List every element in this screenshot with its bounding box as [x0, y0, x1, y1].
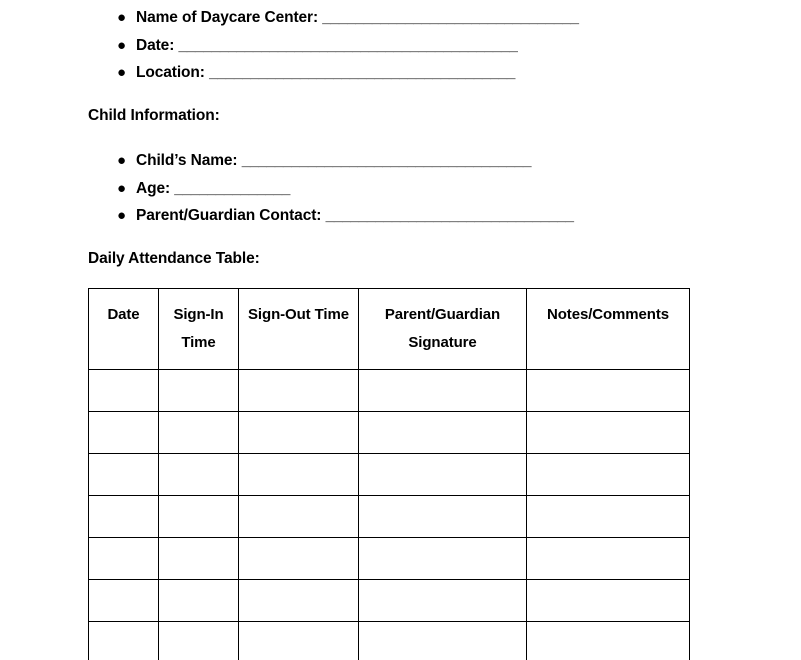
table-cell[interactable]: [89, 370, 159, 412]
table-cell[interactable]: [159, 580, 239, 622]
child-information-heading: Child Information:: [88, 107, 220, 124]
child-info-field-label: Child’s Name: ___________________________________: [136, 152, 532, 169]
table-cell[interactable]: [89, 454, 159, 496]
table-cell[interactable]: [527, 412, 690, 454]
table-row: [89, 412, 690, 454]
table-cell[interactable]: [159, 538, 239, 580]
attendance-table: [88, 288, 690, 660]
table-cell[interactable]: [359, 496, 527, 538]
table-row: [89, 538, 690, 580]
table-column-header: Date: [89, 289, 159, 370]
table-column-header: Notes/Comments: [527, 289, 690, 370]
table-cell[interactable]: [159, 454, 239, 496]
table-cell[interactable]: [239, 580, 359, 622]
child-info-field-blank-line[interactable]: ___________________________________: [241, 152, 532, 169]
table-cell[interactable]: [239, 496, 359, 538]
child-info-field-blank-line[interactable]: ______________: [174, 179, 291, 197]
table-cell[interactable]: [159, 622, 239, 660]
table-cell[interactable]: [527, 496, 690, 538]
table-cell[interactable]: [359, 454, 527, 496]
table-cell[interactable]: [239, 538, 359, 580]
table-header-row: [89, 289, 690, 370]
table-cell[interactable]: [239, 622, 359, 660]
center-info-field-blank-line[interactable]: _______________________________: [322, 9, 579, 26]
table-cell[interactable]: [239, 454, 359, 496]
table-cell[interactable]: [359, 538, 527, 580]
child-info-field-blank-line[interactable]: ______________________________: [325, 207, 574, 224]
table-cell[interactable]: [89, 538, 159, 580]
bullet-point-icon: ●: [117, 179, 127, 197]
table-cell[interactable]: [89, 412, 159, 454]
child-info-field-label: Age: ______________: [136, 179, 291, 197]
table-row: [89, 496, 690, 538]
table-cell[interactable]: [527, 622, 690, 660]
table-cell[interactable]: [359, 412, 527, 454]
table-cell[interactable]: [527, 454, 690, 496]
center-info-field-blank-line[interactable]: _____________________________________: [209, 64, 516, 81]
table-cell[interactable]: [359, 622, 527, 660]
table-row: [89, 370, 690, 412]
table-row: [89, 580, 690, 622]
table-cell[interactable]: [527, 370, 690, 412]
table-column-header: Sign-Out Time: [239, 289, 359, 370]
table-cell[interactable]: [159, 370, 239, 412]
table-cell[interactable]: [159, 412, 239, 454]
table-cell[interactable]: [359, 580, 527, 622]
table-cell[interactable]: [527, 538, 690, 580]
table-cell[interactable]: [359, 370, 527, 412]
table-row: [89, 454, 690, 496]
table-column-header: Parent/Guardian Signature: [359, 289, 527, 370]
table-cell[interactable]: [239, 370, 359, 412]
center-info-field-label: Location: _____________________________________: [136, 64, 516, 81]
table-cell[interactable]: [239, 412, 359, 454]
attendance-table-heading: Daily Attendance Table:: [88, 250, 260, 267]
table-row: [89, 622, 690, 660]
table-cell[interactable]: [527, 580, 690, 622]
bullet-point-icon: ●: [117, 152, 127, 169]
center-info-field-label: Name of Daycare Center: _______________________________: [136, 9, 579, 26]
bullet-point-icon: ●: [117, 64, 127, 81]
table-column-header: Sign-In Time: [159, 289, 239, 370]
bullet-point-icon: ●: [117, 207, 127, 224]
center-info-field-label: Date: _________________________________________: [136, 36, 518, 54]
bullet-point-icon: ●: [117, 9, 127, 26]
center-info-field-blank-line[interactable]: _________________________________________: [178, 36, 518, 54]
table-cell[interactable]: [89, 580, 159, 622]
table-cell[interactable]: [89, 622, 159, 660]
bullet-point-icon: ●: [117, 36, 127, 54]
attendance-table-head: [89, 289, 690, 370]
attendance-table-body: [89, 370, 690, 660]
table-cell[interactable]: [159, 496, 239, 538]
table-cell[interactable]: [89, 496, 159, 538]
child-info-field-label: Parent/Guardian Contact: ______________________________: [136, 207, 574, 224]
